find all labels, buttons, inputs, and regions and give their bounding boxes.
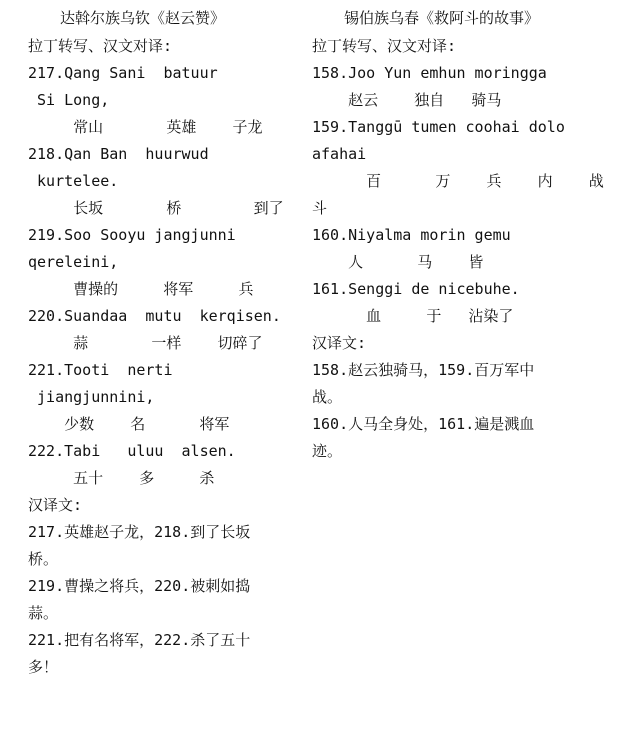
left-line: 曹操的 将军 兵: [28, 280, 254, 298]
left-translation-label: 汉译文:: [28, 496, 83, 514]
left-translation-line: 219.曹操之将兵，220.被刺如捣: [28, 577, 251, 595]
right-line: 血 于 沾染了: [312, 307, 514, 325]
left-translation-line: 桥。: [28, 550, 59, 568]
left-line: 220.Suandaa mutu kerqisen.: [28, 307, 281, 325]
right-translation-line: 158.赵云独骑马，159.百万军中: [312, 361, 535, 379]
left-line: 221.Tooti nerti: [28, 361, 173, 379]
left-line: 长坂 桥 到了: [28, 199, 284, 217]
right-translation-line: 迹。: [312, 442, 343, 460]
left-line: 219.Soo Sooyu jangjunni: [28, 226, 236, 244]
left-line: Si Long,: [28, 91, 110, 109]
right-line: 斗: [312, 199, 328, 217]
left-line: jiangjunnini,: [28, 388, 155, 406]
left-line: 少数 名 将军: [28, 415, 230, 433]
left-line: 蒜 一样 切碎了: [28, 334, 263, 352]
left-title: 达斡尔族乌钦《赵云赞》: [60, 9, 226, 27]
left-section-label: 拉丁转写、汉文对译:: [28, 37, 173, 55]
left-translation-line: 221.把有名将军，222.杀了五十: [28, 631, 251, 649]
right-translation-line: 战。: [312, 388, 343, 406]
right-line: 百 万 兵 内 战: [312, 172, 604, 190]
right-line: 160.Niyalma morin gemu: [312, 226, 511, 244]
left-line: 222.Tabi uluu alsen.: [28, 442, 236, 460]
left-line: 五十 多 杀: [28, 469, 215, 487]
left-line: qereleini,: [28, 253, 119, 271]
right-translation-line: 160.人马全身处，161.遍是溅血: [312, 415, 535, 433]
left-line: 217.Qang Sani batuur: [28, 64, 218, 82]
right-line: 158.Joo Yun emhun moringga: [312, 64, 547, 82]
right-line: afahai: [312, 145, 367, 163]
right-line: 159.Tanggū tumen coohai dolo: [312, 118, 565, 136]
left-line: 218.Qan Ban huurwud: [28, 145, 209, 163]
left-translation-line: 多！: [28, 658, 59, 676]
left-translation-line: 217.英雄赵子龙，218.到了长坂: [28, 523, 251, 541]
left-translation-line: 蒜。: [28, 604, 59, 622]
right-line: 161.Senggi de nicebuhe.: [312, 280, 520, 298]
left-line: 常山 英雄 子龙: [28, 118, 263, 136]
right-title: 锡伯族乌春《救阿斗的故事》: [344, 9, 540, 27]
right-line: 人 马 皆: [312, 253, 484, 271]
left-line: kurtelee.: [28, 172, 119, 190]
right-translation-label: 汉译文:: [312, 334, 367, 352]
right-section-label: 拉丁转写、汉文对译:: [312, 37, 457, 55]
right-line: 赵云 独自 骑马: [312, 91, 502, 109]
